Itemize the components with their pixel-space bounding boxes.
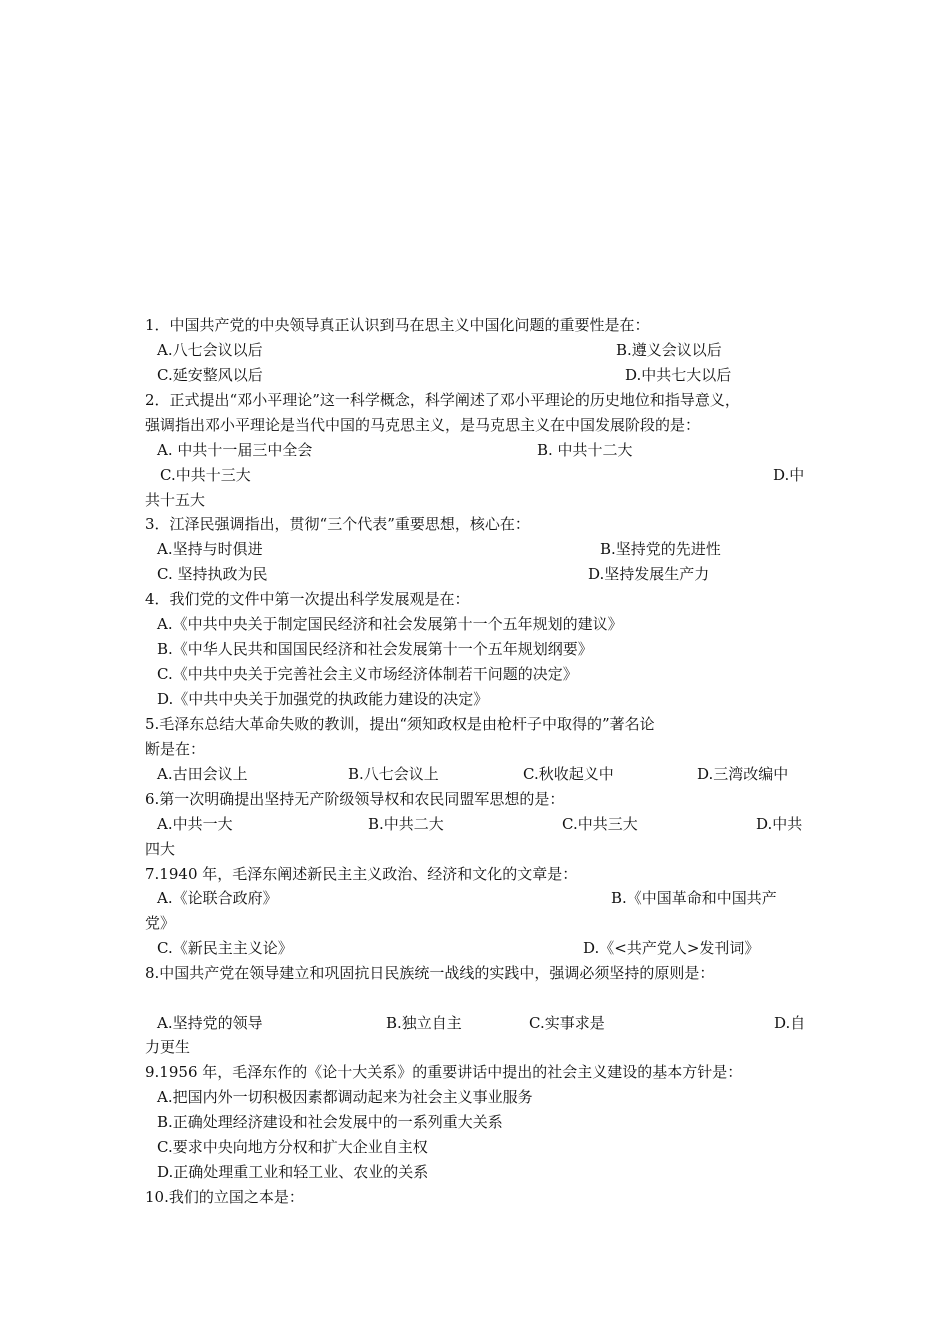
question-7-option-b-wrap: 党》 (145, 914, 176, 932)
question-7-option-d: D.《<共产党人>发刊词》 (583, 939, 760, 957)
question-5-option-a: A.古田会议上 (157, 765, 248, 783)
question-8-option-c: C.实事求是 (529, 1014, 605, 1032)
question-9-option-a: A.把国内外一切积极因素都调动起来为社会主义事业服务 (157, 1088, 533, 1106)
question-6-option-d: D.中共 (756, 815, 803, 833)
question-5-option-b: B.八七会议上 (348, 765, 439, 783)
question-2-option-b: B. 中共十二大 (537, 441, 633, 459)
question-5-stem-line2: 断是在： (145, 740, 206, 758)
question-5-option-c: C.秋收起义中 (523, 765, 614, 783)
question-9-option-c: C.要求中央向地方分权和扩大企业自主权 (157, 1138, 428, 1156)
question-7-stem: 7.1940 年，毛泽东阐述新民主主义政治、经济和文化的文章是： (145, 865, 578, 883)
question-4-option-d: D.《中共中央关于加强党的执政能力建设的决定》 (157, 690, 489, 708)
question-2-stem-line2: 强调指出邓小平理论是当代中国的马克思主义，是马克思主义在中国发展阶段的是： (145, 416, 701, 434)
question-1-stem: 1．中国共产党的中央领导真正认识到马在思主义中国化问题的重要性是在： (145, 316, 650, 334)
question-2-option-c: C.中共十三大 (160, 466, 251, 484)
question-6-stem: 6.第一次明确提出坚持无产阶级领导权和农民同盟军思想的是： (145, 790, 565, 808)
question-4-option-c: C.《中共中央关于完善社会主义市场经济体制若干问题的决定》 (157, 665, 578, 683)
question-8-stem: 8.中国共产党在领导建立和巩固抗日民族统一战线的实践中，强调必须坚持的原则是： (145, 964, 715, 982)
question-9-option-d: D.正确处理重工业和轻工业、农业的关系 (157, 1163, 429, 1181)
question-4-option-b: B.《中华人民共和国国民经济和社会发展第十一个五年规划纲要》 (157, 640, 593, 658)
question-10-stem: 10.我们的立国之本是： (145, 1188, 304, 1206)
question-9-option-b: B.正确处理经济建设和社会发展中的一系列重大关系 (157, 1113, 503, 1131)
question-4-option-a: A.《中共中央关于制定国民经济和社会发展第十一个五年规划的建议》 (157, 615, 623, 633)
question-8-option-d: D.自 (774, 1014, 806, 1032)
question-5-option-d: D.三湾改编中 (697, 765, 789, 783)
question-3-option-d: D.坚持发展生产力 (588, 565, 710, 583)
question-2-option-d: D.中 (773, 466, 805, 484)
question-6-option-b: B.中共二大 (368, 815, 444, 833)
question-1-option-a: A.八七会议以后 (157, 341, 263, 359)
question-1-option-c: C.延安整风以后 (157, 366, 263, 384)
question-1-option-d: D.中共七大以后 (625, 366, 732, 384)
question-7-option-a: A.《论联合政府》 (157, 889, 278, 907)
question-3-stem: 3．江泽民强调指出，贯彻“三个代表”重要思想，核心在： (145, 515, 530, 533)
question-2-option-a: A. 中共十一届三中全会 (157, 441, 313, 459)
question-7-option-b: B.《中国革命和中国共产 (611, 889, 777, 907)
question-6-option-d-wrap: 四大 (145, 840, 176, 858)
question-3-option-a: A.坚持与时俱进 (157, 540, 263, 558)
question-1-option-b: B.遵义会议以后 (616, 341, 722, 359)
question-3-option-c: C. 坚持执政为民 (157, 565, 268, 583)
question-4-stem: 4．我们党的文件中第一次提出科学发展观是在： (145, 590, 470, 608)
question-2-option-d-wrap: 共十五大 (145, 491, 206, 509)
question-9-stem: 9.1956 年，毛泽东作的《论十大关系》的重要讲话中提出的社会主义建设的基本方针是： (145, 1063, 743, 1081)
question-3-option-b: B.坚持党的先进性 (600, 540, 721, 558)
question-8-option-a: A.坚持党的领导 (157, 1014, 263, 1032)
question-6-option-a: A.中共一大 (157, 815, 233, 833)
question-6-option-c: C.中共三大 (562, 815, 638, 833)
question-8-option-d-wrap: 力更生 (145, 1038, 191, 1056)
question-7-option-c: C.《新民主主义论》 (157, 939, 293, 957)
question-5-stem-line1: 5.毛泽东总结大革命失败的教训，提出“须知政权是由枪杆子中取得的”著名论 (145, 715, 655, 733)
question-2-stem-line1: 2．正式提出“邓小平理论”这一科学概念，科学阐述了邓小平理论的历史地位和指导意义， (145, 391, 740, 409)
question-8-option-b: B.独立自主 (386, 1014, 462, 1032)
